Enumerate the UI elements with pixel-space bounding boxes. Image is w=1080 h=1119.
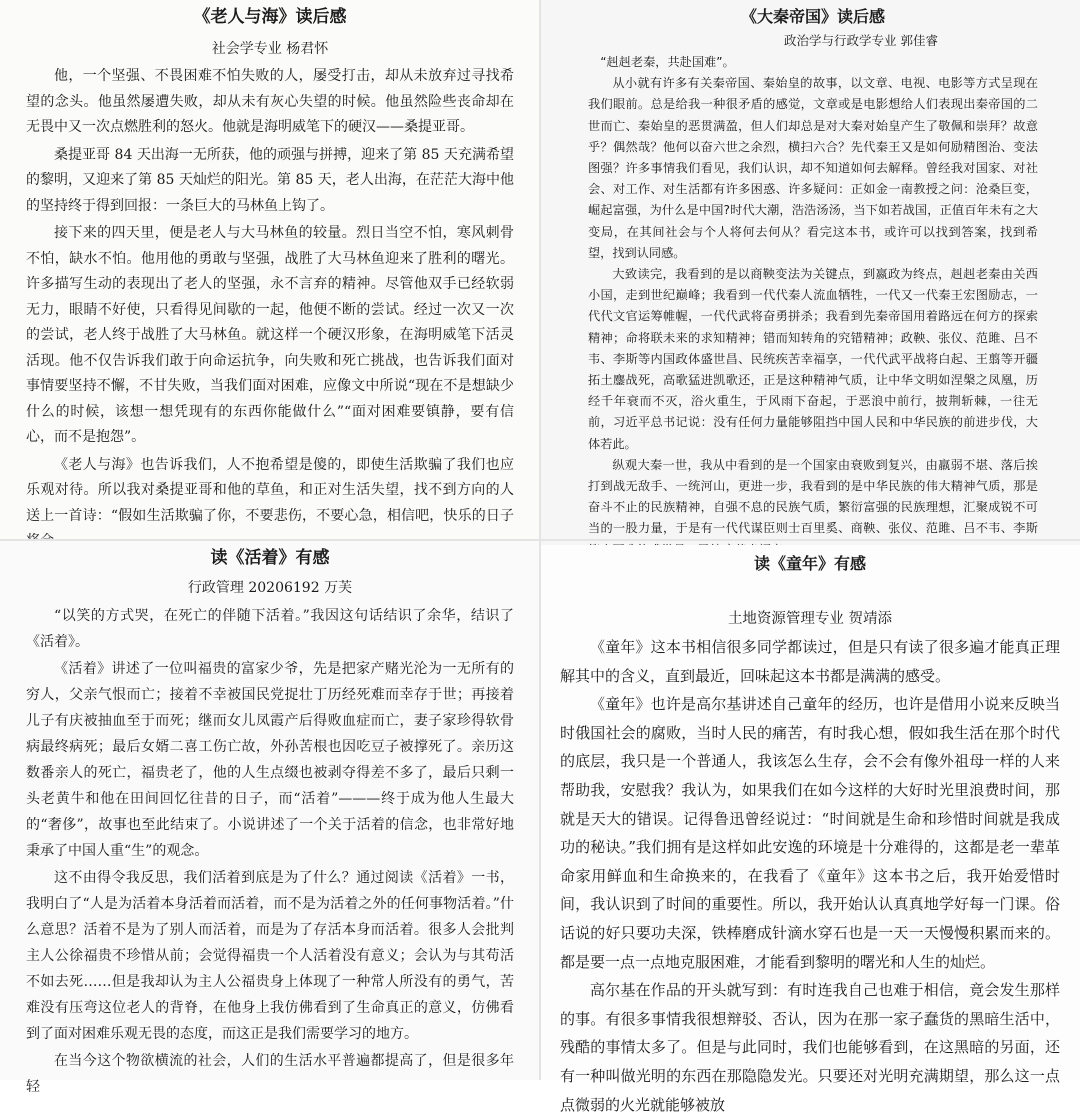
essay-paragraph: 桑提亚哥 84 天出海一无所获，他的顽强与拼搏，迎来了第 85 天充满希望的黎明，又迎来了第 85 天灿烂的阳光。第 85 天，老人出海，在茫茫大海中他的坚持终于得到回报：一条巨大的马林鱼上钩了。 (26, 146, 514, 214)
essay-author: 政治学与行政学专业 郭佳睿 (784, 33, 938, 48)
essay-paragraph: 这不由得令我反思，我们活着到底是为了什么？通过阅读《活着》一书，我明白了“人是为活着本身活着而活着，而不是为活着之外的任何事物活着。”什么意思？活着不是为了别人而活着，而是为了存活本身而活着。很多人会批判主人公徐福贵不珍惜从前；会觉得福贵一个人活着没有意义；会认为与其苟活不如去死……但是我却认为主人公福贵身上体现了一种常人所没有的勇气，苦难没有压弯这位老人的背脊，在他身上我仿佛看到了生命真正的意义，仿佛看到了面对困难乐观无畏的态度，而这正是我们需要学习的地方。 (26, 870, 514, 1042)
essay-paragraph: 在当今这个物欲横流的社会，人们的生活水平普遍都提高了，但是很多年轻 (26, 1053, 514, 1095)
essay-to-live (0, 540, 540, 1095)
essay-paragraph: 纵观大秦一世，我从中看到的是一个国家由衰败到复兴，由羸弱不堪、落后挨打到战无敌手、一统河山，更进一步，我看到的是中华民族的伟大精神气质，那是奋斗不止的民族精神，自强不息的民族气质，繁衍富强的民族理想，汇聚成锐不可当的一股力量，于是有一代代谋臣则士百里奚、商鞅、张仪、范雎、吕不韦、李斯 (588, 457, 1038, 536)
essay-paragraph: 高尔基在作品的开头就写到：有时连我自己也难于相信，竟会发生那样的事。有很多事情我很想辩驳、否认，因为在那一家子蠢货的黑暗生活中，残酷的事情太多了。但是与此同时，我们也能够看到，在这黑暗的另面，还有一种叫做光明的东西在那隐隐发光。只要还对光明充满期望，那么这一点点微弱的火光就能够被放 (560, 981, 1060, 1114)
essay-paragraph: 《童年》这本书相信很多同学都读过，但是只有读了很多遍才能真正理解其中的含义，直到最近，回味起这本书都是满满的感受。 (560, 638, 1060, 685)
essay-author: 土地资源管理专业 贺靖添 (727, 611, 893, 627)
horizontal-divider (0, 539, 1080, 541)
essay-title: 《老人与海》读后感 (193, 7, 347, 27)
essay-paragraph: “赳赳老秦，共赴国难”。 (600, 55, 735, 69)
essay-author: 社会学专业 杨君怀 (211, 41, 329, 57)
essay-childhood (540, 545, 1080, 1114)
essay-title: 《大秦帝国》读后感 (740, 7, 885, 26)
essay-paragraph: 从小就有许多有关秦帝国、秦始皇的故事，以文章、电视、电影等方式呈现在我们眼前。总是给我一种很矛盾的感觉，文章或是电影想给人们表现出秦帝国的二世而亡、秦始皇的恶贯满盈，但人们却总是对大秦对始皇产生了敬佩和崇拜？故意乎？偶然哉？他何以奋六世之余烈，横扫六合？先代秦王又是如何励精图治、变法图强？许多事情我们看见，我们认识，却不知道如何去解释。曾经我对国家、对社会、对工作、对生活都有许多困惑、许多疑问：正如金一南教授之问：沧桑巨变，崛起富强，为什么是中国?时代大潮，浩浩汤汤，当下如若战国，正值百年未有之大变局，在其间社会与个人将何去何从？看完这本书，或许可以找到答案，找到希望，找到认同感。 (588, 76, 1038, 260)
essay-author: 行政管理 20206192 万芙 (187, 580, 353, 596)
essay-paragraph: 《老人与海》也告诉我们，人不抱希望是傻的，即使生活欺骗了我们也应乐观对待。所以我对桑提亚哥和他的草鱼，和正对生活失望，找不到方向的人送上一首诗：“假如生活欺骗了你，不要悲伤，不要心急，相信吧，快乐的日子 (26, 456, 514, 524)
essay-paragraph: 《活着》讲述了一位叫福贵的富家少爷，先是把家产赌光沦为一无所有的穷人，父亲气恨而亡；接着不幸被国民党捉壮丁历经死难而幸存于世；再接着儿子有庆被抽血至于而死；继而女儿凤霞产后得败血症而亡，妻子家珍得软骨病最终病死；最后女婿二喜工伤亡故，外孙苦根也因吃豆子被撑死了。亲历这数番亲人的死亡，福贵老了，他的人生点缀也被剥夺得差不多了，最后只剩一头老黄牛和他在田间回忆往昔的日子，而“活着”———终于成为他人生最大的“奢侈”，故事也至此结束了。小说讲述了一个关于活着的信念，也非常好地秉承了中国人重“生”的观念。 (26, 661, 514, 859)
essay-paragraph: 接下来的四天里，便是老人与大马林鱼的较量。烈日当空不怕，寒风刺骨不怕，缺水不怕。他用他的勇敢与坚强，战胜了大马林鱼迎来了胜利的曙光。许多描写生动的表现出了老人的坚强，永不言弃的精神。尽管他双手已经软弱无力，眼睛不好使，只看得见间歇的一起，他便不断的尝试。经过一次又一次的尝试，老人终于战胜了大马林鱼。就这样一个硬汉形象，在海明威笔下活灵活现。他不仅告诉我们敢于向命运抗争，向失败和死亡挑战，也告诉我们面对事情要坚持不懈，不甘失败，当我们面对困难，应像文中所说“现在不是想缺少什么的时候，该想一想凭现有的东西你能做什么”“面对困难要镇静，要有信心，而不是抱怨”。 (26, 225, 514, 445)
essay-paragraph: 《童年》也许是高尔基讲述自己童年的经历，也许是借用小说来反映当时俄国社会的腐败，当时人民的痛苦，有时我心想，假如我生活在那个时代的底层，我只是一个普通人，我该怎么生存，会不会有像外祖母一样的人来帮助我，安慰我？我认为，如果我们在如今这样的大好时光里浪费时间，那就是天大的错误。记得鲁迅曾经说过：“时间就是生命和珍惜时间就是我成功的秘诀。”我们拥有是这样如此安逸的环境是十分难得的，这都是老一辈革命家用鲜血和生命换来的，在我看了《童年》这本书之后，我开始爱惜时间，我认识到了时间的重要性。所以，我开始认认真真地学好每一门课。俗话说的好只要功夫深，铁棒磨成针滴水穿石也是一天一天慢慢积累而来的。都是要一点一点地克服困难，才能看到黎明的曙光和人生的灿烂。 (560, 695, 1060, 971)
essay-title: 读《活着》有感 (210, 548, 330, 568)
essay-great-qin-empire (540, 0, 1080, 545)
essay-title: 读《童年》有感 (753, 554, 866, 573)
essay-old-man-and-sea (0, 0, 540, 540)
essay-paragraph: 他，一个坚强、不畏困难不怕失败的人，屡受打击，却从未放弃过寻找希望的念头。他虽然屡遭失败，却从未有灰心失望的时候。他虽然险些丧命却在无畏中又一次点燃胜利的怒火。他就是海明威笔下的硬汉——桑提亚哥。 (26, 68, 514, 135)
essay-paragraph: “以笑的方式哭，在死亡的伴随下活着。”我因这句话结识了余华，结识了《活着》。 (26, 608, 514, 650)
essay-paragraph: 大致读完，我看到的是以商鞅变法为关键点，到嬴政为终点，赳赳老秦由关西小国，走到世纪巅峰；我看到一代代秦人流血牺牲，一代又一代秦王宏图励志，一代代文官运筹帷幄，一代代武将奋勇拼杀；我看到先秦帝国用着路远在何方的探索精神；命将联未来的求知精神；错而知转角的究错精神；政鞅、张仪、范雎、吕不韦、李斯等内国政体盛世昌、民统疾苦幸福享，一代代武平战将白起、王翦等开疆拓土鏖战死，高歌猛进凯歌还，正是这种精神气质，让中华文明如涅槃之凤凰，历经千年衰而不灭，浴火重生，于风雨下奋起，于恶浪中前行，披荆斩棘，一往无前，习近平总书记说：没有任何力量能够阻挡中国人民和中华民族的前进步伐，大体若此。 (588, 267, 1038, 451)
